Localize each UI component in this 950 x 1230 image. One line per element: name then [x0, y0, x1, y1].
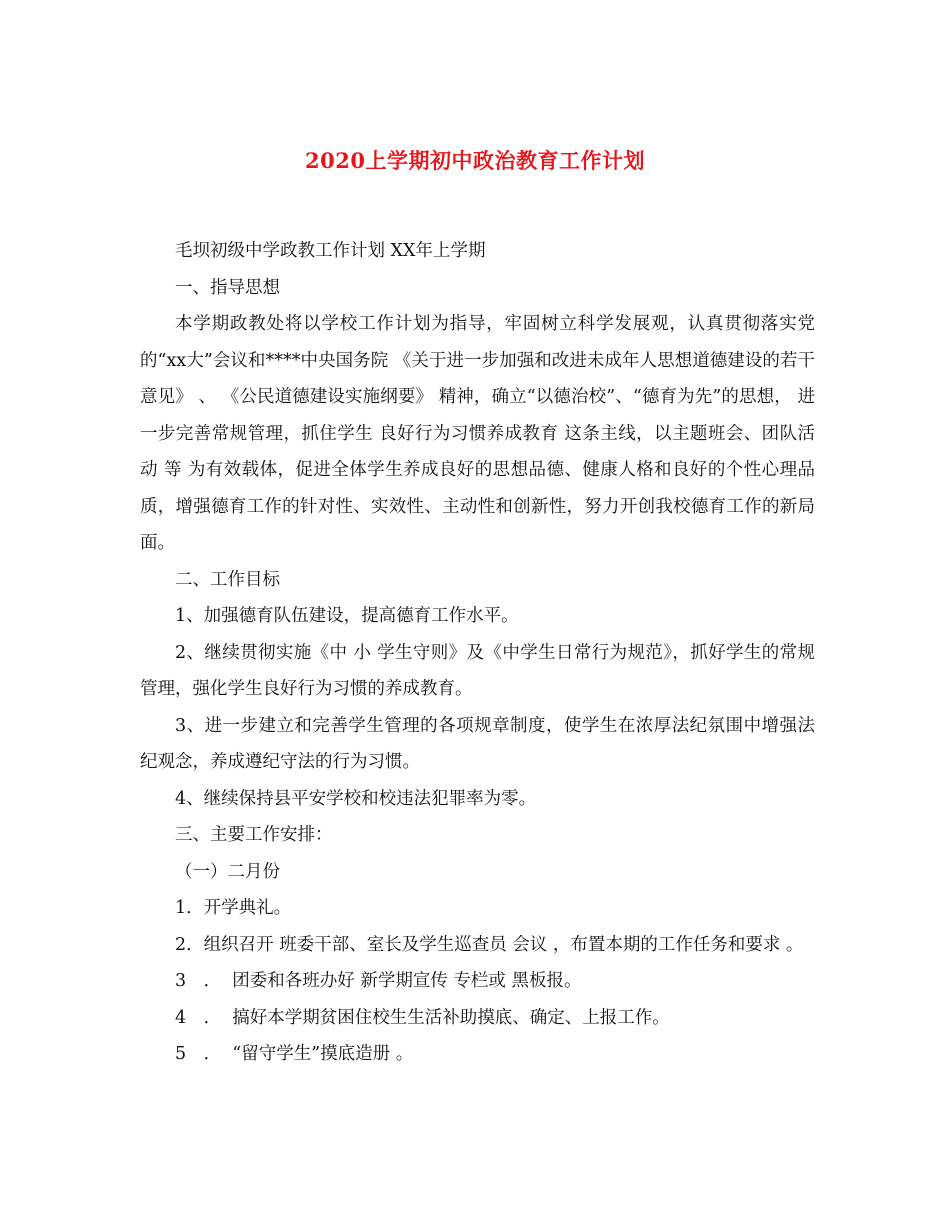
task-item-3: 3 ． 团委和各班办好 新学期宣传 专栏或 黑板报。 — [175, 971, 582, 991]
goal-item-3: 3、进一步建立和完善学生管理的各项规章制度，使学生在浓厚法纪氛围中增强法纪观念，养成遵纪守法的行为习惯。 — [140, 715, 815, 772]
subsection-heading-february: （一）二月份 — [175, 861, 280, 882]
goal-item-4: 4、继续保持县平安学校和校违法犯罪率为零。 — [175, 788, 537, 809]
section-heading-guiding-thought: 一、指导思想 — [175, 277, 280, 298]
task-item-4: 4 ． 搞好本学期贫困住校生生活补助摸底、确定、上报工作。 — [175, 1007, 670, 1028]
document-title: 2020上学期初中政治教育工作计划 — [305, 148, 645, 173]
task-item-1: 1．开学典礼。 — [175, 898, 292, 918]
paragraph-guiding-thought: 本学期政教处将以学校工作计划为指导，牢固树立科学发展观，认真贯彻落实党的“xx大”会议和****中央国务院 《关于进一步加强和改进未成年人思想道德建设的若干意见》 、 《公民道德建设实施纲要》 精神，确立“以德治校”、“德育为先”的思想， 进一步完善常规管理，抓住学生 良好行为习惯养成教育 这条主线，以主题班会、团队活动 等 为有效载体，促进全体学生养成良好的思想品德、健康人格和良好的个性心理品质，增强德育工作的针对性、实效性、主动性和创新性，努力开创我校德育工作的新局面。 — [140, 314, 815, 553]
task-item-2: 2．组织召开 班委干部、室长及学生巡查员 会议 ，布置本期的工作任务和要求 。 — [175, 934, 804, 955]
goal-item-2: 2、继续贯彻实施《中 小 学生守则》及《中学生日常行为规范》，抓好学生的常规管理，强化学生良好行为习惯的养成教育。 — [140, 642, 815, 699]
paragraph-heading-info: 毛坝初级中学政教工作计划 XX年上学期 — [175, 241, 486, 261]
section-heading-main-work: 三、主要工作安排： — [175, 825, 333, 845]
document-body — [140, 233, 815, 1073]
section-heading-work-goals: 二、工作目标 — [175, 569, 280, 590]
goal-item-1: 1、加强德育队伍建设，提高德育工作水平。 — [175, 606, 519, 626]
task-item-5: 5 ． “留守学生”摸底造册 。 — [175, 1044, 414, 1064]
